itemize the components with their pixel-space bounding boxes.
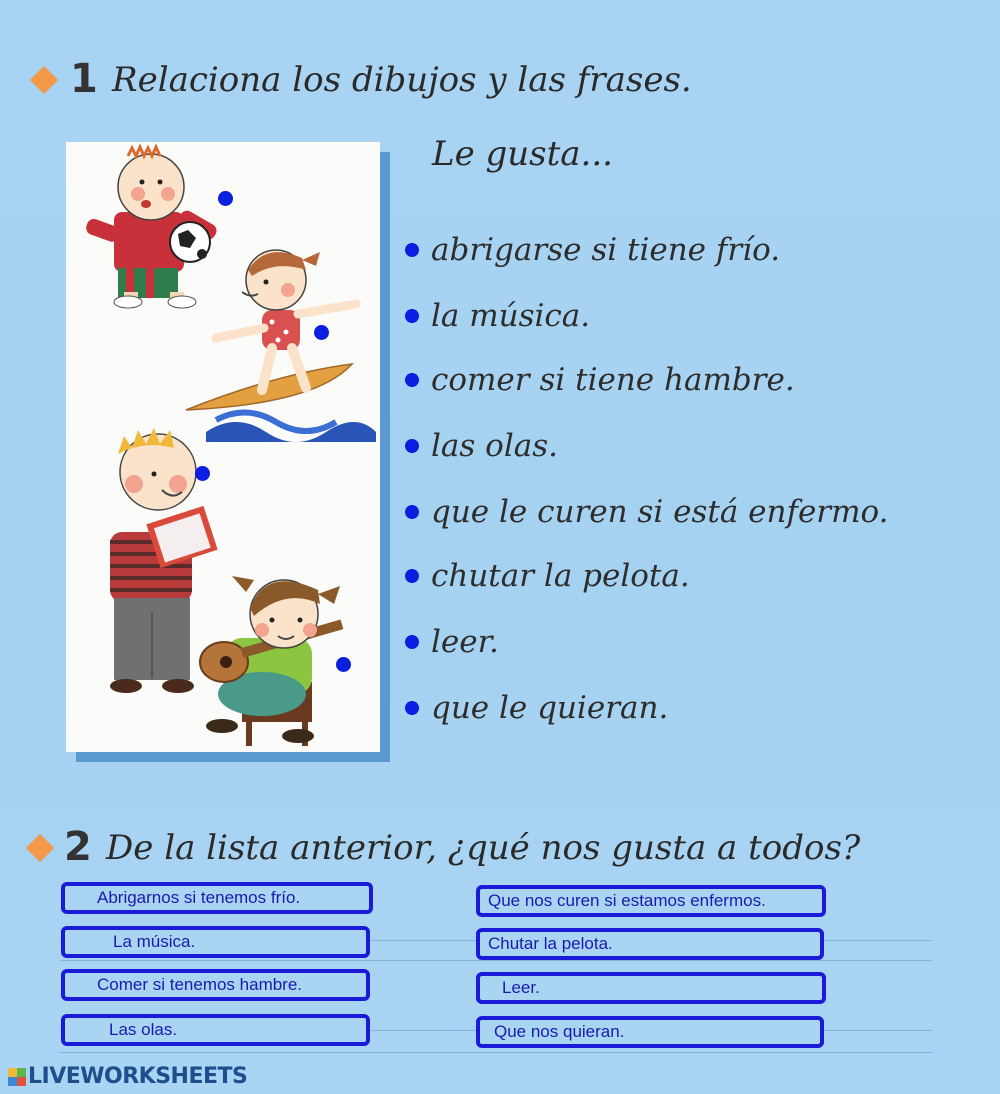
answer-text: La música. — [113, 932, 196, 951]
phrase-match-dot[interactable] — [405, 309, 419, 323]
picture-4-match-dot[interactable] — [336, 657, 351, 672]
phrase-item[interactable] — [405, 494, 888, 530]
phrase-match-dot[interactable] — [405, 569, 419, 583]
phrase-text: abrigarse si tiene frío. — [431, 232, 781, 268]
bullet-diamond-icon — [30, 66, 58, 94]
exercise-1-number: 1 — [70, 56, 98, 102]
writing-line — [60, 1052, 932, 1053]
logo-text: LIVEWORKSHEETS — [28, 1064, 248, 1089]
phrase-match-dot[interactable] — [405, 701, 419, 715]
phrase-match-dot[interactable] — [405, 635, 419, 649]
answer-box[interactable] — [476, 972, 826, 1004]
pictures-panel — [66, 142, 380, 752]
answer-text: Abrigarnos si tenemos frío. — [97, 888, 301, 907]
picture-3-match-dot[interactable] — [195, 466, 210, 481]
answer-box[interactable] — [61, 926, 370, 958]
exercise-2-number: 2 — [64, 824, 92, 870]
answer-box[interactable] — [476, 928, 824, 960]
exercise-2-question: De la lista anterior, ¿qué nos gusta a todos? — [106, 828, 861, 868]
answer-box[interactable] — [476, 885, 826, 917]
answer-text: Que nos quieran. — [494, 1022, 625, 1041]
answer-text: Las olas. — [109, 1020, 178, 1039]
writing-line — [60, 960, 932, 961]
phrase-item[interactable] — [405, 624, 499, 660]
phrase-item[interactable] — [405, 298, 590, 334]
phrase-text: que le curen si está enfermo. — [431, 494, 889, 530]
logo-mark-icon — [8, 1068, 26, 1086]
answer-box[interactable] — [61, 1014, 370, 1046]
phrase-text: que le quieran. — [431, 690, 669, 726]
phrase-item[interactable] — [405, 232, 780, 268]
phrase-item[interactable] — [405, 362, 795, 398]
answer-text: Comer si tenemos hambre. — [97, 975, 303, 994]
phrase-text: la música. — [431, 298, 591, 334]
phrases-subheading: Le gusta... — [432, 134, 613, 174]
answer-text: Que nos curen si estamos enfermos. — [488, 891, 766, 910]
picture-2-match-dot[interactable] — [314, 325, 329, 340]
phrase-text: las olas. — [431, 428, 558, 464]
phrase-text: leer. — [431, 624, 499, 660]
pictures-illustration — [66, 142, 380, 752]
liveworksheets-logo — [8, 1064, 247, 1089]
bullet-diamond-icon — [26, 834, 54, 862]
phrase-match-dot[interactable] — [405, 373, 419, 387]
phrase-item[interactable] — [405, 558, 690, 594]
answer-text: Leer. — [502, 978, 540, 997]
phrase-match-dot[interactable] — [405, 243, 419, 257]
phrase-item[interactable] — [405, 690, 668, 726]
answer-box[interactable] — [476, 1016, 824, 1048]
phrase-item[interactable] — [405, 428, 558, 464]
phrase-match-dot[interactable] — [405, 505, 419, 519]
answer-text: Chutar la pelota. — [488, 934, 613, 953]
answer-box[interactable] — [61, 882, 373, 914]
phrase-text: comer si tiene hambre. — [431, 362, 795, 398]
girl-playing-guitar-picture — [200, 576, 343, 746]
boy-with-ball-picture — [84, 147, 219, 308]
girl-surfing-picture — [186, 250, 376, 442]
picture-1-match-dot[interactable] — [218, 191, 233, 206]
phrase-match-dot[interactable] — [405, 439, 419, 453]
exercise-1-instruction: Relaciona los dibujos y las frases. — [112, 60, 692, 100]
phrase-text: chutar la pelota. — [431, 558, 690, 594]
answer-box[interactable] — [61, 969, 370, 1001]
